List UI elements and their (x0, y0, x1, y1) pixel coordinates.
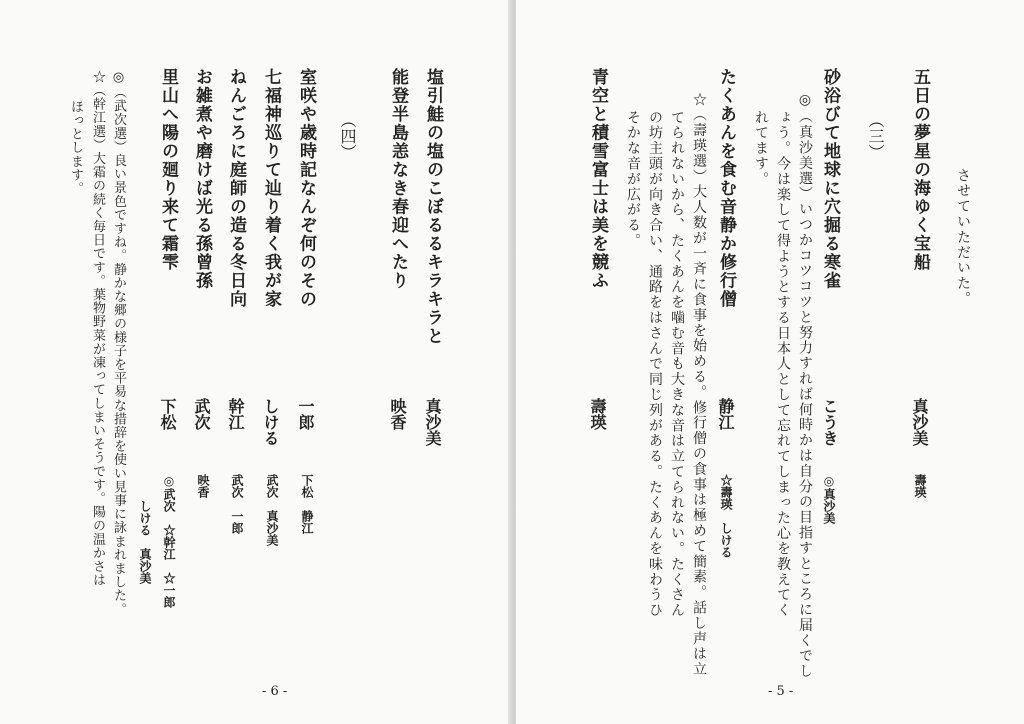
haiku-votes: 壽瑛 (913, 474, 927, 498)
comment-line: ◎（真沙美選）いつかコツコツと努力すれば何時かは自分の目指すところに届くでし (797, 92, 813, 680)
haiku-votes-extra: しける 真沙美 (138, 500, 152, 584)
haiku-author: 一郎 (296, 398, 315, 430)
haiku-votes: 武次 一郎 (230, 474, 244, 534)
comment-line: れてます。 (753, 110, 769, 187)
haiku-text: 室咲や歳時記なんぞ何のその (296, 68, 316, 309)
right-page (516, 0, 1024, 724)
haiku-author: 映香 (388, 398, 407, 430)
haiku-text: 塩引鮭の塩のこぼるるキラキラと (423, 68, 443, 346)
haiku-text: ねんごろに庭師の造る冬日向 (226, 68, 246, 309)
comment-line: の坊主頭が向き合い、通路をはさんで同じ列がある。たくあんを味わうひ (647, 110, 663, 619)
comment-line: ほっとします。 (68, 100, 83, 196)
haiku-text: 砂浴びて地球に穴掘る寒雀 (820, 68, 840, 290)
haiku-text: 里山へ陽の廻り来て霜雫 (158, 68, 178, 272)
haiku-votes: ◎武次 ☆幹江 ☆一郎 (162, 474, 176, 608)
page-number: - 5 - (768, 684, 794, 699)
haiku-votes: 下松 静江 (300, 474, 314, 534)
haiku-author: 壽瑛 (588, 398, 607, 430)
section-heading: （四） (338, 112, 357, 160)
haiku-author: 真沙美 (910, 398, 929, 446)
haiku-text: お雑煮や磨けば光る孫曾孫 (192, 68, 212, 290)
page-number: - 6 - (262, 684, 288, 699)
haiku-text: 七福神巡りて辿り着く我が家 (261, 68, 281, 309)
comment-line: てられないから、たくあんを噛む音も大きな音は立てられない。たくさん (669, 110, 685, 619)
haiku-author: 真沙美 (423, 398, 442, 446)
haiku-votes: 武次 真沙美 (265, 474, 279, 546)
haiku-text: 青空と積雪富士は美を競ふ (588, 68, 608, 290)
haiku-votes: ☆壽瑛 しける (719, 474, 733, 558)
haiku-text: たくあんを食む音静か修行僧 (716, 68, 736, 309)
section-heading: （三） (866, 112, 885, 160)
haiku-author: 下松 (158, 398, 177, 430)
haiku-author: 武次 (192, 398, 211, 430)
comment-line: そかな音が広がる。 (625, 110, 641, 249)
comment-line: ☆（壽瑛選）大人数が一斉に食事を始める。修行僧の食事は極めて簡素。話し声は立 (691, 92, 707, 678)
haiku-votes: 映香 (196, 474, 210, 498)
haiku-text: 五日の夢星の海ゆく宝船 (910, 68, 930, 272)
comment-line: ☆（幹江選）大霜の続く毎日です。葉物野菜が凍ってしまいそうです。陽の温かさは (90, 70, 105, 587)
haiku-author: しける (261, 398, 280, 446)
haiku-author: 静江 (716, 398, 735, 430)
continued-text: させていただいた。 (955, 168, 971, 307)
haiku-author: 幹江 (226, 398, 245, 430)
haiku-text: 能登半島恙なき春迎へたり (388, 68, 408, 290)
haiku-author: こうき (820, 398, 839, 446)
comment-line: ょう。今は楽して得ようとする日本人として忘れてしまった心を教えてく (775, 110, 791, 619)
haiku-votes: ◎真沙美 (822, 474, 836, 524)
comment-line: ◎（武次選）良い景色ですね。静かな郷の様子を平易な措辞を使い見事に詠まれました。 (111, 70, 126, 616)
